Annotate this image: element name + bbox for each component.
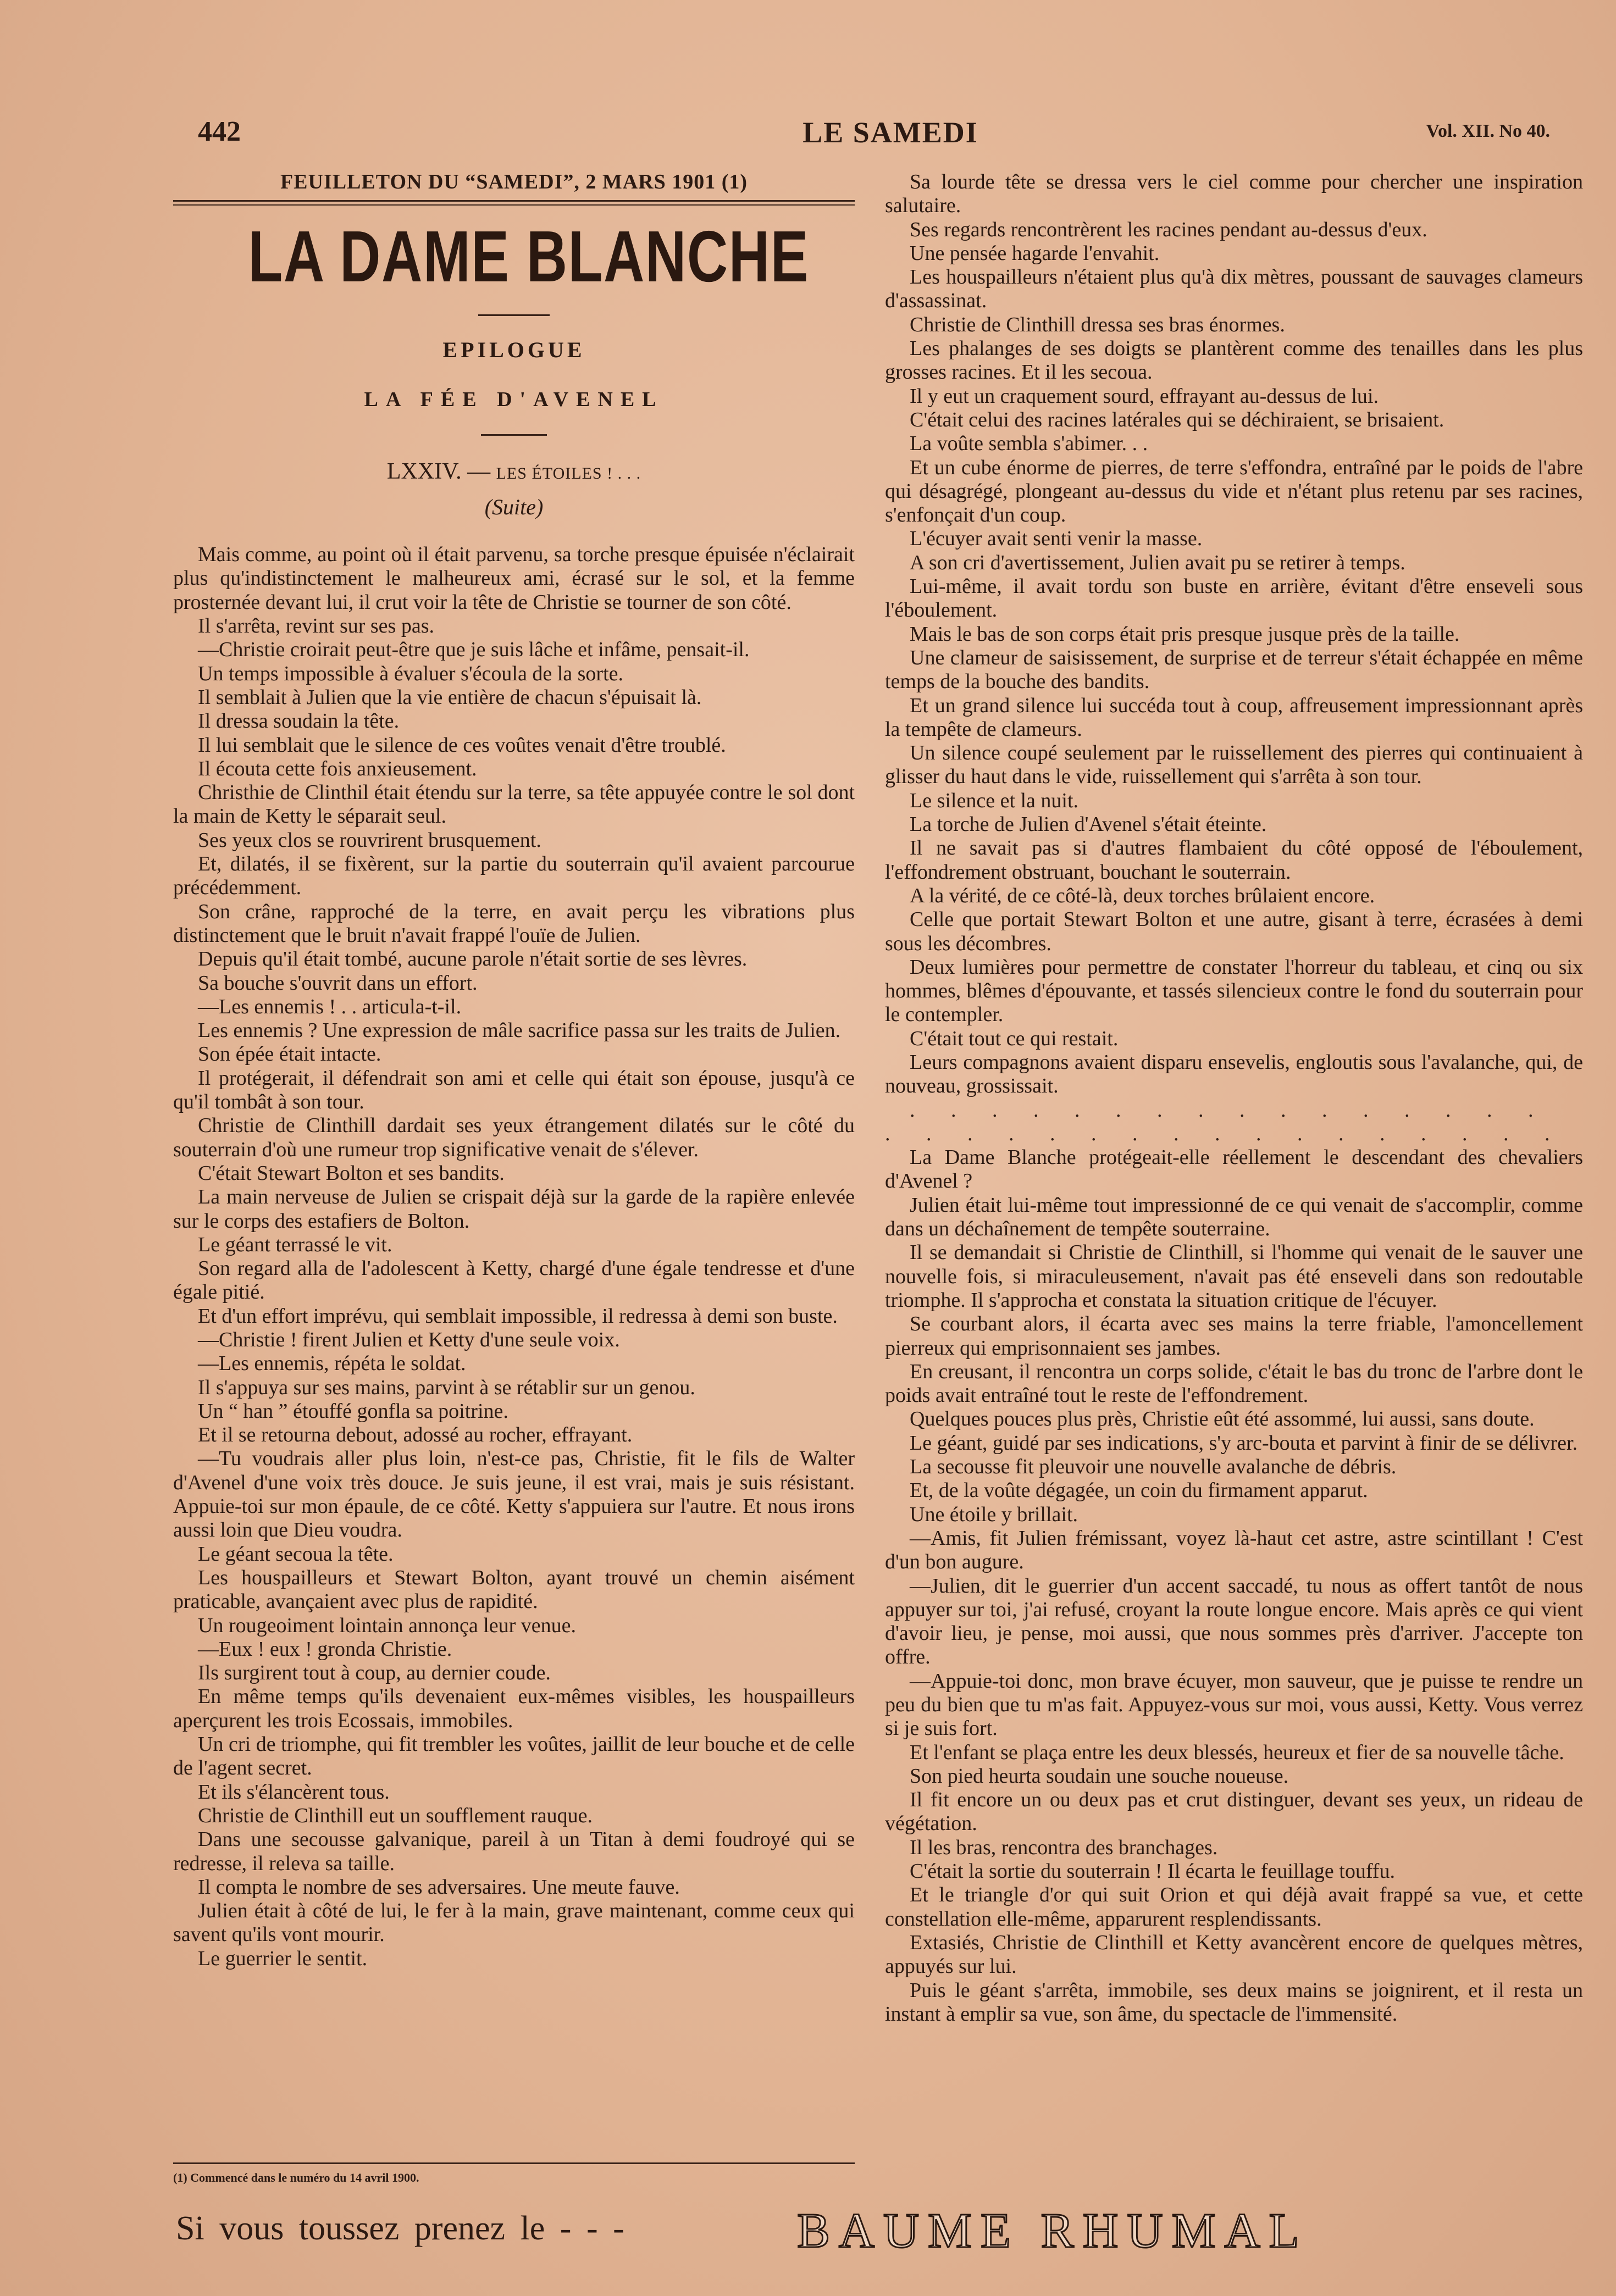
right-column (885, 170, 1583, 2026)
paragraph: Se courbant alors, il écarta avec ses mains la terre friable, l'amoncellement pierreux qui emprisonnaient ses jambes. (885, 1312, 1583, 1360)
paragraph: Une étoile y brillait. (910, 1502, 1078, 1526)
paragraph: Mais le bas de son corps était pris presque jusque près de la taille. (910, 622, 1460, 646)
paragraph: Mais comme, au point où il était parvenu, sa torche presque épuisée n'éclairait plus qu'indistinctement le malheureux ami, écrasé sur le sol, et la femme prosternée devant lui, il crut voir la tête de Christie se tourner de son côté. (173, 543, 855, 614)
story-title: LA DAME BLANCHE (248, 216, 809, 297)
paragraph: La Dame Blanche protégeait-elle réellement le descendant des chevaliers d'Avenel ? (885, 1146, 1583, 1193)
paragraph: A son cri d'avertissement, Julien avait pu se retirer à temps. (910, 551, 1405, 574)
paragraph: Le guerrier le sentit. (198, 1946, 368, 1970)
paragraph: Un temps impossible à évaluer s'écoula de la sorte. (198, 662, 624, 685)
paragraph: Et, de la voûte dégagée, un coin du firmament apparut. (910, 1479, 1368, 1502)
paragraph: Il fit encore un ou deux pas et crut distinguer, devant ses yeux, un rideau de végétation. (885, 1788, 1583, 1835)
footnote: (1) Commencé dans le numéro du 14 avril 1900. (173, 2171, 419, 2184)
paragraph: Et, dilatés, il se fixèrent, sur la partie du souterrain qu'il avaient parcourue précédemment. (173, 852, 855, 900)
paragraph: Et l'enfant se plaça entre les deux blessés, heureux et fier de sa nouvelle tâche. (910, 1740, 1564, 1764)
chapter-name: LES ÉTOILES ! . . . (496, 464, 641, 483)
chapter-number: LXXIV. — (386, 458, 496, 484)
page-number: 442 (198, 116, 241, 147)
paragraph: —Les ennemis ! . . articula-t-il. (198, 995, 462, 1018)
paragraph: Les ennemis ? Une expression de mâle sacrifice passa sur les traits de Julien. (198, 1019, 841, 1042)
paragraph: Sa lourde tête se dressa vers le ciel comme pour chercher une inspiration salutaire. (885, 170, 1583, 218)
paragraph: Son regard alla de l'adolescent à Ketty, chargé d'une égale tendresse et d'une égale pitié. (173, 1257, 855, 1304)
paragraph: Les phalanges de ses doigts se plantèrent comme des tenailles dans les plus grosses racines. Et il les secoua. (885, 337, 1583, 384)
paragraph: —Eux ! eux ! gronda Christie. (198, 1637, 452, 1661)
paragraph: Et ils s'élancèrent tous. (198, 1780, 390, 1804)
paragraph: La voûte sembla s'abimer. . . (910, 432, 1148, 456)
double-rule (173, 200, 855, 206)
paragraph: —Christie croirait peut-être que je suis lâche et infâme, pensait-il. (198, 638, 750, 662)
paragraph: Une clameur de saisissement, de surprise et de terreur s'était échappée en même temps de la bouche des bandits. (885, 646, 1583, 694)
paragraph: Son crâne, rapproché de la terre, en avait perçu les vibrations plus distinctement que le bruit n'avait frappé l'ouïe de Julien. (173, 900, 855, 947)
part-subtitle: LA FÉE D'AVENEL (364, 388, 664, 412)
epilogue-heading: EPILOGUE (442, 337, 585, 362)
paragraph: La main nerveuse de Julien se crispait déjà sur la garde de la rapière enlevée sur le corps des estafiers de Bolton. (173, 1185, 855, 1233)
journal-name: LE SAMEDI (803, 116, 978, 149)
paragraph: C'était tout ce qui restait. (910, 1027, 1119, 1050)
chapter-heading (173, 460, 855, 485)
paragraph: Christie de Clinthill dressa ses bras énormes. (910, 313, 1285, 336)
paragraph: En creusant, il rencontra un corps solide, c'était le bas du tronc de l'arbre dont le poids avait entraîné tout le reste de l'effondrement. (885, 1360, 1583, 1407)
paragraph: Une pensée hagarde l'envahit. (910, 241, 1160, 265)
paragraph: Puis le géant s'arrêta, immobile, ses deux mains se joignirent, et il resta un instant à emplir sa vue, son âme, du spectacle de l'immensité. (885, 1978, 1583, 2026)
paragraph: La secousse fit pleuvoir une nouvelle avalanche de débris. (910, 1455, 1397, 1479)
paragraph: Il s'arrêta, revint sur ses pas. (198, 614, 434, 638)
paragraph: Christie de Clinthill dardait ses yeux étrangement dilatés sur le côté du souterrain d'où une rumeur trop significative venait de s'élever. (173, 1114, 855, 1161)
paragraph: Ils surgirent tout à coup, au dernier coude. (198, 1661, 551, 1685)
paragraph: Extasiés, Christie de Clinthill et Ketty avancèrent encore de quelques mètres, appuyés sur lui. (885, 1931, 1583, 1978)
paragraph: Un silence coupé seulement par le ruissellement des pierres qui continuaient à glisser du haut dans le vide, ruissellement qui s'arrêta à son tour. (885, 741, 1583, 789)
paragraph: Ses yeux clos se rouvrirent brusquement. (198, 828, 541, 852)
paragraph: Julien était lui-même tout impressionné de ce qui venait de s'accomplir, comme dans un déchaînement de tempête souterraine. (885, 1193, 1583, 1241)
paragraph: Son pied heurta soudain une souche noueuse. (910, 1764, 1289, 1788)
paragraph: Il compta le nombre de ses adversaires. Une meute fauve. (198, 1875, 680, 1899)
paragraph: Le géant terrassé le vit. (198, 1233, 392, 1256)
paragraph: C'était la sortie du souterrain ! Il écarta le feuillage touffu. (910, 1860, 1395, 1883)
paragraph: Il dressa soudain la tête. (198, 709, 400, 733)
paragraph: Il y eut un craquement sourd, effrayant au-dessus de lui. (910, 384, 1379, 408)
left-body-text (173, 543, 855, 1971)
paragraph: Christie de Clinthill eut un soufflement rauque. (198, 1804, 593, 1827)
paragraph: Et un cube énorme de pierres, de terre s'effondra, entraîné par le poids de l'abre qui désagrégé, plongeant au-dessus du vide et n'étant plus retenu par ses racines, s'enfonçait d'un coup. (885, 456, 1583, 527)
paragraph: L'écuyer avait senti venir la masse. (910, 527, 1203, 551)
page-header (198, 115, 1583, 154)
paragraph: La torche de Julien d'Avenel s'était éteinte. (910, 813, 1267, 836)
section-dots: . . . . . . . . . . . . . . . . . . . . . . . . . . . . . . . . . (885, 1098, 1565, 1145)
paragraph: C'était Stewart Bolton et ses bandits. (198, 1161, 505, 1185)
paragraph: Et le triangle d'or qui suit Orion et qui déjà avait frappé sa vue, et cette constellation elle-même, apparurent resplendissants. (885, 1883, 1583, 1931)
paragraph: A la vérité, de ce côté-là, deux torches brûlaient encore. (910, 884, 1375, 907)
paragraph: Et il se retourna debout, adossé au rocher, effrayant. (198, 1423, 633, 1447)
paragraph: Il semblait à Julien que la vie entière de chacun s'épuisait là. (198, 685, 702, 709)
paragraph: —Christie ! firent Julien et Ketty d'une seule voix. (198, 1328, 620, 1351)
paragraph: En même temps qu'ils devenaient eux-mêmes visibles, les houspailleurs aperçurent les trois Ecossais, immobiles. (173, 1685, 855, 1732)
suite-label: (Suite) (484, 494, 544, 519)
feuilleton-line: FEUILLETON DU “SAMEDI”, 2 MARS 1901 (1) (280, 170, 748, 193)
paragraph: Quelques pouces plus près, Christie eût été assommé, lui aussi, sans doute. (910, 1407, 1535, 1431)
paragraph: —Les ennemis, répéta le soldat. (198, 1352, 466, 1376)
paragraph: Celle que portait Stewart Bolton et une autre, gisant à terre, écrasées à demi sous les décombres. (885, 908, 1583, 955)
paragraph: Ses regards rencontrèrent les racines pendant au-dessus d'eux. (910, 218, 1427, 241)
paragraph: Les houspailleurs et Stewart Bolton, ayant trouvé un chemin aisément praticable, avançaient avec plus de rapidité. (173, 1566, 855, 1613)
paragraph: Il se demandait si Christie de Clinthill, si l'homme qui venait de le sauver une nouvelle fois, si miraculeusement, n'avait pas été enseveli dans son redoutable triomphe. Il s'approcha et constata la situation critique de l'écuyer. (885, 1241, 1583, 1312)
paragraph: Il écouta cette fois anxieusement. (198, 757, 477, 780)
paragraph: Sa bouche s'ouvrit dans un effort. (198, 971, 478, 995)
right-body-text-b (885, 1146, 1583, 2026)
paragraph: C'était celui des racines latérales qui se déchiraient, se brisaient. (910, 408, 1445, 431)
paragraph: Le géant, guidé par ses indications, s'y arc-bouta et parvint à finir de se délivrer. (910, 1431, 1578, 1455)
paragraph: Et un grand silence lui succéda tout à coup, affreusement impressionnant après la tempête de clameurs. (885, 694, 1583, 741)
paragraph: —Tu voudrais aller plus loin, n'est-ce pas, Christie, fit le fils de Walter d'Avenel d'une voix très douce. Je suis jeune, il est vrai, mais je suis résistant. Appuie-toi sur mon épaule, de ce côté. Ketty s'appuiera sur l'autre. Et nous irons aussi loin que Dieu voudra. (173, 1447, 855, 1542)
paragraph: Un rougeoiment lointain annonça leur venue. (198, 1613, 577, 1637)
paragraph: Et d'un effort imprévu, qui semblait impossible, il redressa à demi son buste. (198, 1304, 838, 1328)
paragraph: Son épée était intacte. (198, 1042, 381, 1066)
paragraph: Un cri de triomphe, qui fit trembler les voûtes, jaillit de leur bouche et de celle de l'agent secret. (173, 1733, 855, 1780)
paragraph: Lui-même, il avait tordu son buste en arrière, évitant d'être enseveli sous l'éboulement. (885, 575, 1583, 622)
paragraph: Le silence et la nuit. (910, 789, 1079, 812)
volume-number: Vol. XII. No 40. (1426, 121, 1550, 141)
advertisement-brand: BAUME RHUMAL (797, 2204, 1308, 2258)
paragraph: —Amis, fit Julien frémissant, voyez là-haut cet astre, astre scintillant ! C'est d'un bon augure. (885, 1526, 1583, 1574)
paragraph: Il s'appuya sur ses mains, parvint à se rétablir sur un genou. (198, 1376, 695, 1399)
paragraph: Deux lumières pour permettre de constater l'horreur du tableau, et cinq ou six hommes, blêmes d'épouvante, et tassés silencieux contre le fond du souterrain pour le contempler. (885, 955, 1583, 1027)
title-rule (478, 314, 550, 316)
paragraph: Julien était à côté de lui, le fer à la main, grave maintenant, comme ceux qui savent qu'ils vont mourir. (173, 1899, 855, 1946)
paragraph: Il lui semblait que le silence de ces voûtes venait d'être troublé. (198, 733, 726, 757)
advertisement-text: Si vous toussez prenez le - - - (176, 2210, 624, 2247)
subtitle-rule (481, 434, 547, 436)
paragraph: —Appuie-toi donc, mon brave écuyer, mon sauveur, que je puisse te rendre un peu du bien que tu m'as fait. Appuyez-vous sur moi, vous aussi, Ketty. Vous verrez si je suis fort. (885, 1669, 1583, 1740)
paragraph: Il protégerait, il défendrait son ami et celle qui était son épouse, jusqu'à ce qu'il tombât à son tour. (173, 1066, 855, 1114)
paragraph: —Julien, dit le guerrier d'un accent saccadé, tu nous as offert tantôt de nous appuyer sur toi, j'ai refusé, croyant la route longue encore. Mais après ce qui vient d'avoir lieu, je pense, moi aussi, que nous sommes près d'arriver. J'accepte ton offre. (885, 1574, 1583, 1669)
paragraph: Depuis qu'il était tombé, aucune parole n'était sortie de ses lèvres. (198, 947, 748, 971)
left-column (173, 170, 855, 1971)
paragraph: Il les bras, rencontra des branchages. (910, 1835, 1218, 1859)
paragraph: Il ne savait pas si d'autres flambaient du côté opposé de l'éboulement, l'effondrement obstruant, bouchant le souterrain. (885, 836, 1583, 884)
paragraph: Christhie de Clinthil était étendu sur la terre, sa tête appuyée contre le sol dont la main de Ketty le séparait seul. (173, 781, 855, 828)
paragraph: Leurs compagnons avaient disparu ensevelis, engloutis sous l'avalanche, qui, de nouveau, grossissait. (885, 1050, 1583, 1098)
paragraph: Les houspailleurs n'étaient plus qu'à dix mètres, poussant de sauvages clameurs d'assassinat. (885, 265, 1583, 313)
paragraph: Le géant secoua la tête. (198, 1542, 394, 1566)
paragraph: Un “ han ” étouffé gonfla sa poitrine. (198, 1399, 508, 1423)
paragraph: Dans une secousse galvanique, pareil à un Titan à demi foudroyé qui se redresse, il releva sa taille. (173, 1828, 855, 1875)
footnote-rule (173, 2162, 855, 2164)
right-body-text-a (885, 170, 1583, 1099)
